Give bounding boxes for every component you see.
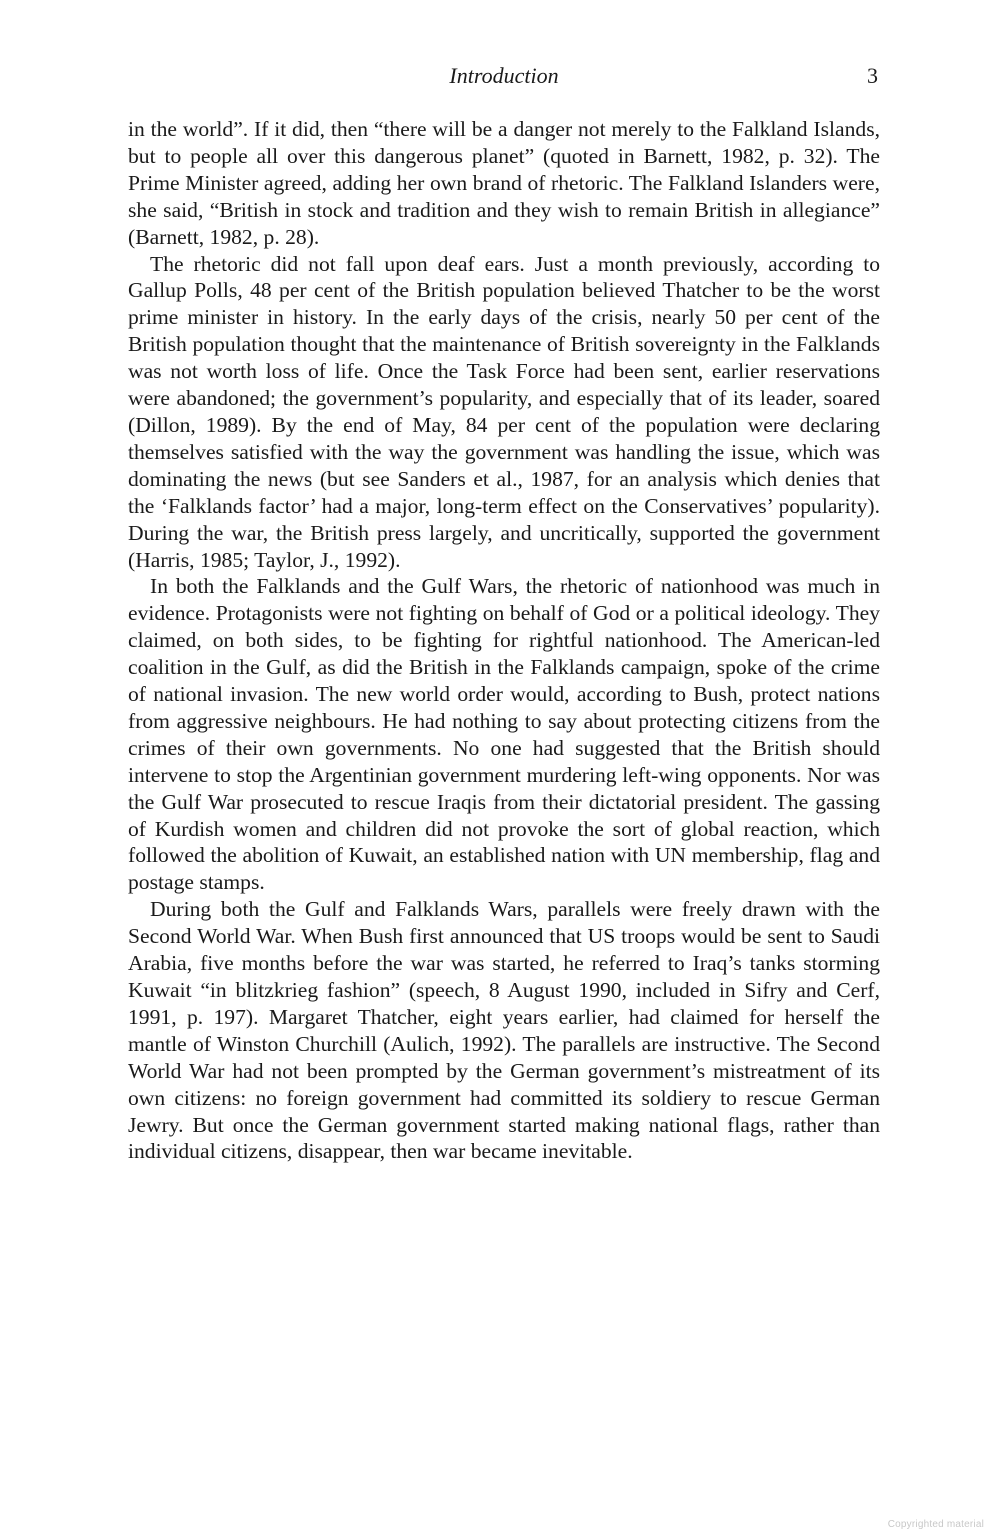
paragraph-rhetoric-reception: The rhetoric did not fall upon deaf ears. Just a month previously, according to Gallup Polls, 48 per cent of the British population believed Thatcher to be the worst prime minister in history. In the early days of the crisis, nearly 50 per cent of the British population thought that the maintenance of British sovereignty in the Falklands was not worth loss of life. Once the Task Force had been sent, earlier reservations were abandoned; the government’s popularity, and especially that of its leader, soared (Dillon, 1989). By the end of May, 84 per cent of the population were declaring themselves satisfied with the way the government was handling the issue, which was dominating the news (but see Sanders et al., 1987, for an analysis which denies that the ‘Falklands factor’ had a major, long-term effect on the Conservatives’ popularity). During the war, the British press largely, and uncritically, supported the government (Harris, 1985; Taylor, J., 1992). [128,251,880,572]
running-title: Introduction [449,63,559,88]
paragraph-rhetoric-of-nationhood: In both the Falklands and the Gulf Wars, the rhetoric of nationhood was much in evidence. Protagonists were not fighting on behalf of God or a political ideology. They claimed, on both sides, to be fighting for rightful nationhood. The American-led coalition in the Gulf, as did the British in the Falklands campaign, spoke of the crime of national invasion. The new world order would, according to Bush, protect nations from aggressive neighbours. He had nothing to say about protecting citizens from the crimes of their own governments. No one had suggested that the British should intervene to stop the Argentinian government murdering left-wing opponents. Nor was the Gulf War prosecuted to rescue Iraqis from their dictatorial president. The gassing of Kurdish women and children did not provoke the sort of global reaction, which followed the abolition of Kuwait, an established nation with UN membership, flag and postage stamps. [128,574,880,895]
paragraph-continuation: in the world”. If it did, then “there will be a danger not merely to the Falkland Islands, but to people all over this dangerous planet” (quoted in Barnett, 1982, p. 32). The Prime Minister agreed, adding her own brand of rhetoric. The Falkland Islanders were, she said, “British in stock and tradition and they wish to remain British in allegiance” (Barnett, 1982, p. 28). [128,117,880,249]
running-head [128,60,880,92]
paragraph-second-world-war-parallels: During both the Gulf and Falklands Wars, parallels were freely drawn with the Second World War. When Bush first announced that US troops would be sent to Saudi Arabia, five months before the war was started, he referred to Iraq’s tanks storming Kuwait “in blitzkrieg fashion” (speech, 8 August 1990, included in Sifry and Cerf, 1991, p. 197). Margaret Thatcher, eight years earlier, had claimed for herself the mantle of Winston Churchill (Aulich, 1992). The parallels are instructive. The Second World War had not been prompted by the German government’s mistreatment of its own citizens: no foreign government had committed its soldiery to rescue German Jewry. But once the German government started making national flags, rather than individual citizens, disappear, then war became inevitable. [128,897,880,1164]
page-number: 3 [867,63,878,88]
copyright-watermark: Copyrighted material [887,1519,984,1530]
body-text [128,116,880,1165]
